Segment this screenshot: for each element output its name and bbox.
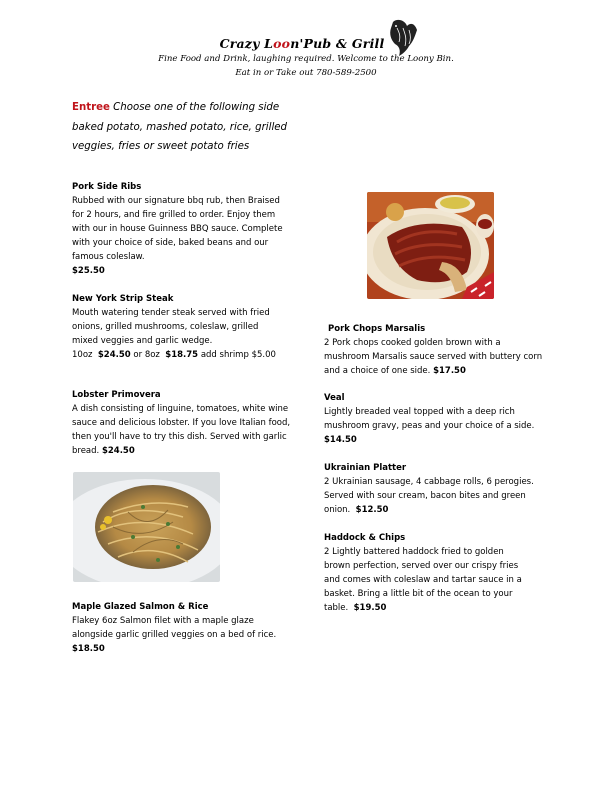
item-description: 2 Pork chops cooked golden brown with a mushroom Marsalis sauce served with buttery corn and a choice of one side. <box>324 338 543 376</box>
item-name: New York Strip Steak <box>72 294 174 304</box>
item-description: Lightly breaded veal topped with a deep rich mushroom gravy, peas and your choice of a side. <box>324 407 535 431</box>
item-description: 2 Ukrainian sausage, 4 cabbage rolls, 6 perogies. Served with sour cream, bacon bites and green onion. <box>324 477 534 515</box>
shrimp-addon: add shrimp $5.00 <box>200 350 276 360</box>
menu-item-ny-strip-steak <box>72 292 287 362</box>
menu-item-pork-side-ribs <box>72 180 292 278</box>
menu-header <box>0 36 612 80</box>
item-name: Pork Chops Marsalis <box>328 324 426 334</box>
item-price: $14.50 <box>324 435 357 445</box>
item-price: $18.50 <box>72 644 105 654</box>
bbq-ribs-photo <box>367 192 494 299</box>
menu-item-ukrainian-platter <box>324 461 546 517</box>
menu-item-maple-glazed-salmon <box>72 600 292 656</box>
item-price: $17.50 <box>433 366 466 376</box>
item-description: A dish consisting of linguine, tomatoes, white wine sauce and delicious lobster. If you love Italian food, then you'll have to try this dish. Served with garlic bread. <box>72 404 291 456</box>
menu-item-veal <box>324 391 544 447</box>
item-name: Lobster Primovera <box>72 390 161 400</box>
price-10oz: $24.50 <box>97 350 131 360</box>
restaurant-name <box>0 36 612 52</box>
title-part: n'Pub & Grill <box>290 36 385 51</box>
item-name: Maple Glazed Salmon & Rice <box>72 602 209 612</box>
title-accent: oo <box>273 36 291 51</box>
item-name: Veal <box>324 393 345 403</box>
loon-bird-icon <box>385 18 419 58</box>
item-name: Pork Side Ribs <box>72 182 142 192</box>
entree-intro <box>72 98 287 157</box>
entree-label: Entree <box>72 102 110 113</box>
lobster-pasta-photo <box>73 472 220 582</box>
item-price: $19.50 <box>353 603 387 613</box>
item-price: $12.50 <box>355 505 389 515</box>
item-price: $25.50 <box>72 266 105 276</box>
item-description: Flakey 6oz Salmon filet with a maple glaze alongside garlic grilled veggies on a bed of rice. <box>72 616 277 640</box>
size-10oz: 10oz <box>72 350 93 360</box>
ribs-image <box>367 192 494 299</box>
title-part: Crazy L <box>219 36 274 51</box>
menu-item-pork-chops-marsalis <box>324 322 546 378</box>
item-price: $24.50 <box>101 446 135 456</box>
pasta-image <box>73 472 220 582</box>
item-description: Rubbed with our signature bbq rub, then Braised for 2 hours, and fire grilled to order. Enjoy them with our in house Guinness BBQ sauce. Complete with your choice of side, baked beans and our famous coleslaw. <box>72 196 283 262</box>
contact-line: Eat in or Take out 780-589-2500 <box>235 68 377 78</box>
menu-item-haddock-chips <box>324 531 530 615</box>
price-8oz: $18.75 <box>165 350 199 360</box>
tagline: Fine Food and Drink, laughing required. Welcome to the Loony Bin. <box>158 54 454 64</box>
item-description: Mouth watering tender steak served with fried onions, grilled mushrooms, coleslaw, grilled mixed veggies and garlic wedge. <box>72 308 270 346</box>
size-8oz: 8oz <box>144 350 160 360</box>
menu-item-lobster-primovera <box>72 388 294 458</box>
item-name: Ukrainian Platter <box>324 463 407 473</box>
item-description: 2 Lightly battered haddock fried to golden brown perfection, served over our crispy fries and comes with coleslaw and tartar sauce in a basket. Bring a little bit of the ocean to your table. <box>324 547 522 613</box>
or-text: or <box>133 350 143 360</box>
entree-sides-text: Choose one of the following side baked potato, mashed potato, rice, grilled veggies, fries or sweet potato fries <box>72 102 288 152</box>
item-name: Haddock & Chips <box>324 533 406 543</box>
